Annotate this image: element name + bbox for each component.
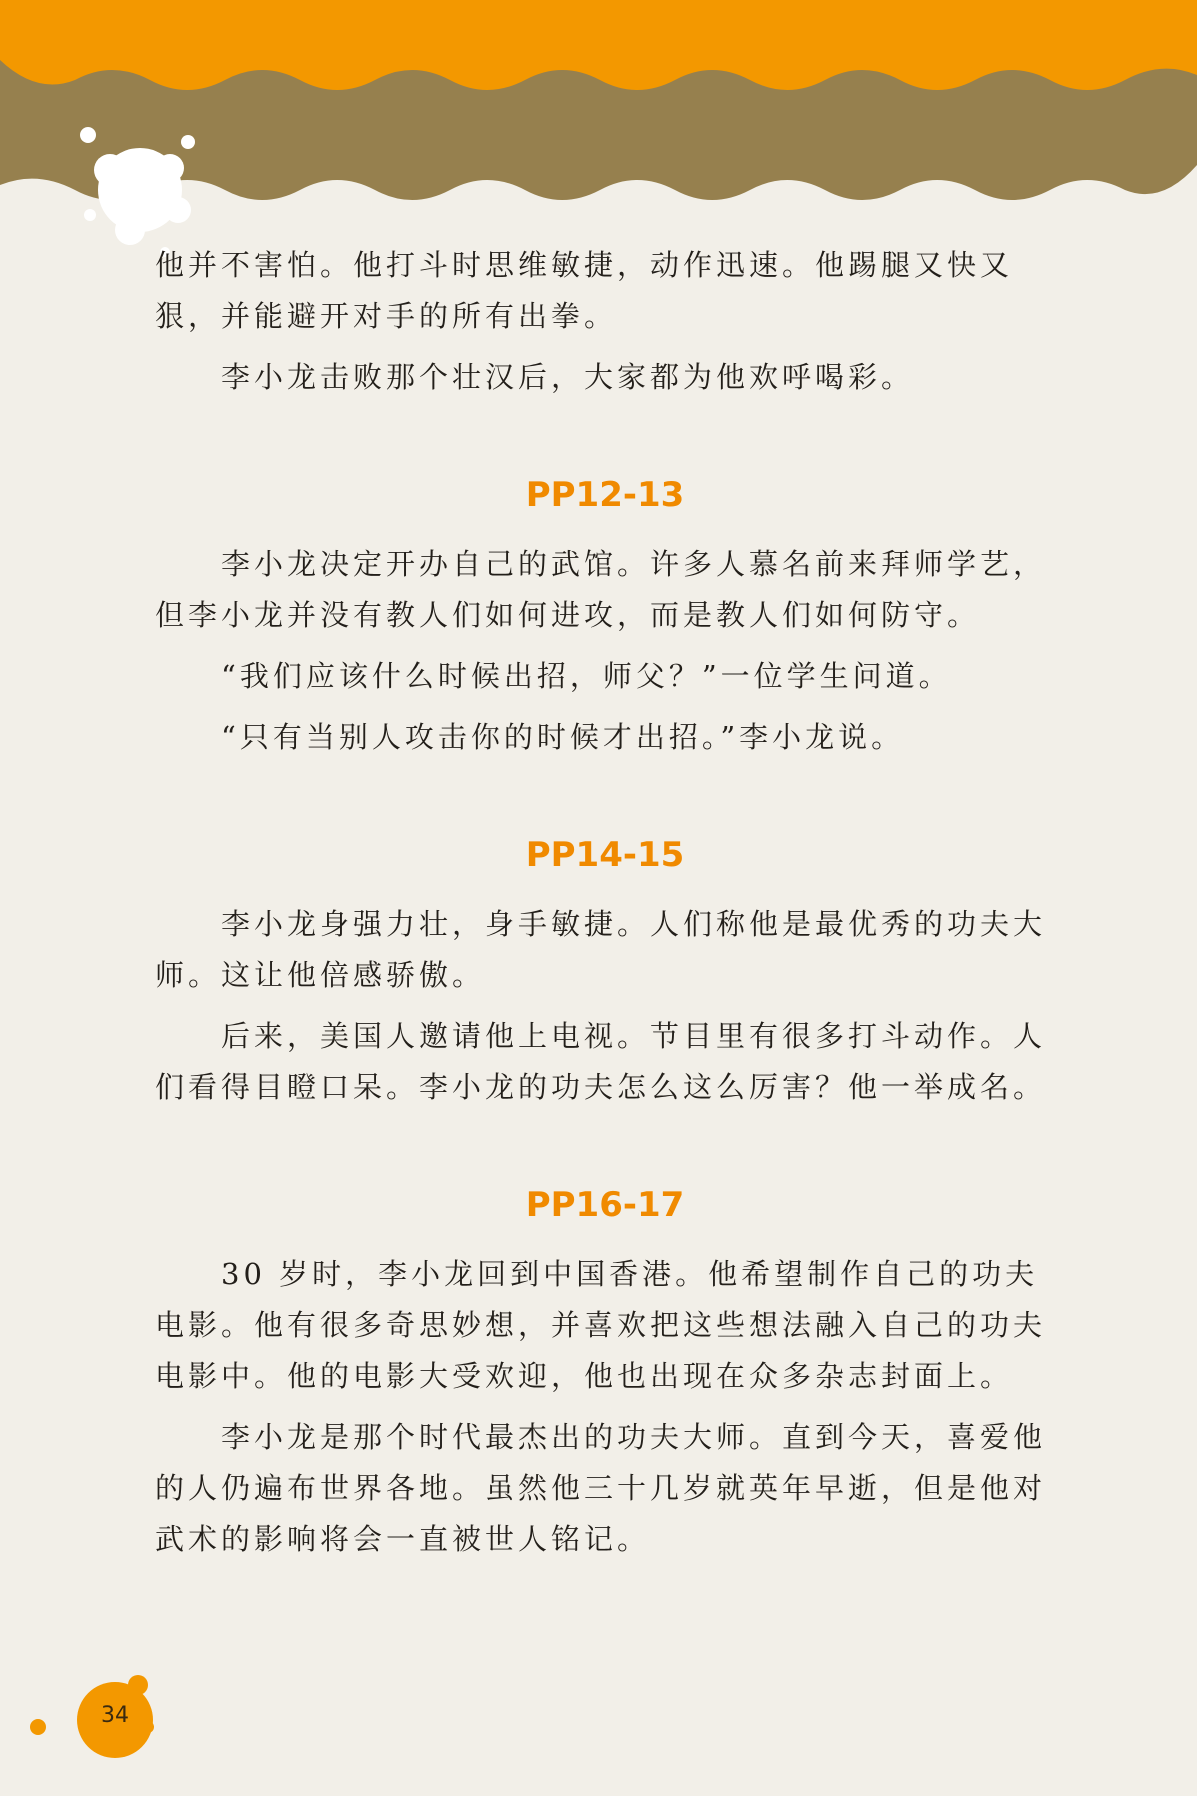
section-2-paragraph-1: 李小龙身强力壮，身手敏捷。人们称他是最优秀的功夫大师。这让他倍感骄傲。 xyxy=(155,907,1047,992)
page-number: 34 xyxy=(101,1703,129,1728)
section-3-paragraph-2: 李小龙是那个时代最杰出的功夫大师。直到今天，喜爱他的人仍遍布世界各地。虽然他三十几岁就英年早逝，但是他对武术的影响将会一直被世人铭记。 xyxy=(155,1420,1047,1556)
main-text-column xyxy=(155,240,1055,1565)
intro-paragraph-2: 李小龙击败那个壮汉后，大家都为他欢呼喝彩。 xyxy=(221,360,915,394)
section-1-paragraph-2: “我们应该什么时候出招，师父？”一位学生问道。 xyxy=(221,659,952,693)
section-1-paragraph-3: “只有当别人攻击你的时候才出招。”李小龙说。 xyxy=(221,720,905,754)
section-title-pp12-13: PP12-13 xyxy=(525,475,685,515)
section-title-pp16-17: PP16-17 xyxy=(525,1185,685,1225)
page-number-badge xyxy=(20,1665,160,1775)
section-1-paragraph-1: 李小龙决定开办自己的武馆。许多人慕名前来拜师学艺，但李小龙并没有教人们如何进攻，而是教人们如何防守。 xyxy=(155,547,1047,632)
section-2-paragraph-2: 后来，美国人邀请他上电视。节目里有很多打斗动作。人们看得目瞪口呆。李小龙的功夫怎么这么厉害？他一举成名。 xyxy=(155,1019,1047,1104)
white-paint-splash-icon xyxy=(70,120,200,260)
section-title-pp14-15: PP14-15 xyxy=(525,835,685,875)
section-3-paragraph-1: 30 岁时，李小龙回到中国香港。他希望制作自己的功夫电影。他有很多奇思妙想，并喜欢把这些想法融入自己的功夫电影中。他的电影大受欢迎，他也出现在众多杂志封面上。 xyxy=(155,1257,1047,1393)
intro-paragraph-1: 他并不害怕。他打斗时思维敏捷，动作迅速。他踢腿又快又狠，并能避开对手的所有出拳。 xyxy=(155,248,1014,333)
